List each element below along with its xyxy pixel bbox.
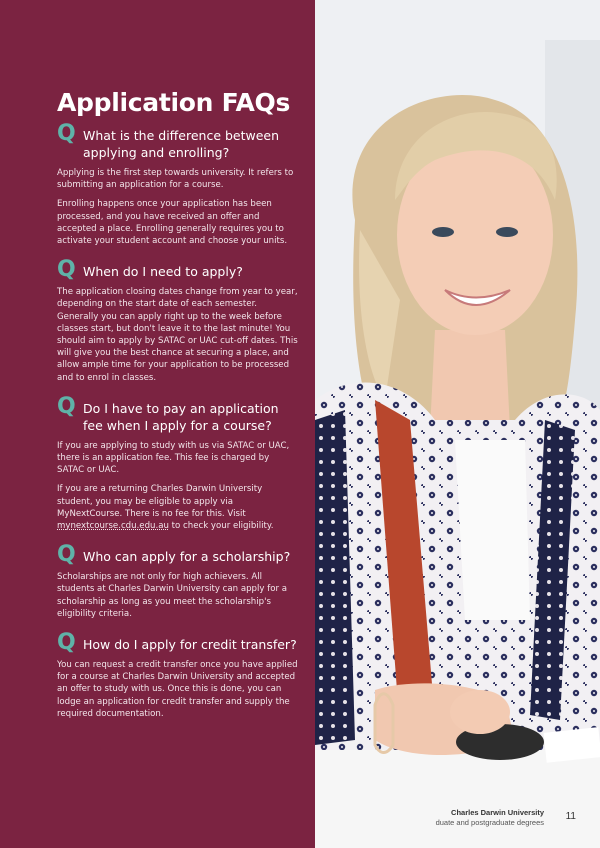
faq-answer: Enrolling happens once your application has been processed, and you have received an offer and accepted a place. Enrolling generally requires you to activate your student account and choose your units. <box>57 199 288 247</box>
q-icon: Q <box>57 542 76 568</box>
faq-item-4 <box>57 542 299 620</box>
faq-item-2 <box>57 257 299 384</box>
faq-question-text: What is the difference between applying and enrolling? <box>83 128 280 160</box>
faq-item-5 <box>57 630 299 720</box>
faq-question <box>57 393 299 434</box>
faq-item-1 <box>57 121 299 247</box>
faq-question <box>57 630 299 656</box>
faq-answer-text: If you are a returning Charles Darwin University student, you may be eligible to apply via MyNextCourse. There is no fee for this. Visit <box>57 484 263 519</box>
faq-question-text: When do I need to apply? <box>83 264 243 280</box>
faq-answer: If you are applying to study with us via SATAC or UAC, there is an application fee. This fee is charged by SATAC or UAC. <box>57 440 290 476</box>
smiling-student-illustration <box>315 0 600 848</box>
faq-question <box>57 121 299 161</box>
footer-subtitle: duate and postgraduate degrees <box>435 818 544 827</box>
faq-question-text: Who can apply for a scholarship? <box>83 549 291 565</box>
faq-answer-with-link <box>57 483 299 532</box>
faq-question-text: How do I apply for credit transfer? <box>83 637 297 653</box>
faq-answer: The application closing dates change from year to year, depending on the start date of each semester. Generally you can apply right up to the week before classes start, but don't leave it to the last minute! You should aim to apply by SATAC or UAC cut-off dates. This will give you the best chance at securing a place, and allow ample time for your application to be processed and to enrol in classes. <box>57 287 298 383</box>
faq-answer: You can request a credit transfer once you have applied for a course at Charles Darwin University and accepted an offer to study with us. Once this is done, you can lodge an application for credit transfer and supply the required documentation. <box>57 660 298 719</box>
student-photo <box>315 0 600 848</box>
page-title: Application FAQs <box>57 88 291 117</box>
faq-item-3 <box>57 393 299 532</box>
q-icon: Q <box>57 630 76 656</box>
q-icon: Q <box>57 121 76 146</box>
footer-organization: Charles Darwin University <box>451 808 544 817</box>
faq-answer: Scholarships are not only for high achievers. All students at Charles Darwin University can apply for a scholarship as long as you meet the scholarship's eligibility criteria. <box>57 572 288 619</box>
q-icon: Q <box>57 257 76 283</box>
mynextcourse-link[interactable]: mynextcourse.cdu.edu.au <box>57 521 169 532</box>
faq-answer: Applying is the first step towards university. It refers to submitting an application for a course. <box>57 168 294 191</box>
faq-question-text: Do I have to pay an application fee when I apply for a course? <box>83 400 279 433</box>
page-number: 11 <box>565 811 576 822</box>
q-icon: Q <box>57 393 76 419</box>
faq-answer-text: to check your eligibility. <box>168 521 274 532</box>
faq-question <box>57 257 299 283</box>
faq-question <box>57 542 299 568</box>
